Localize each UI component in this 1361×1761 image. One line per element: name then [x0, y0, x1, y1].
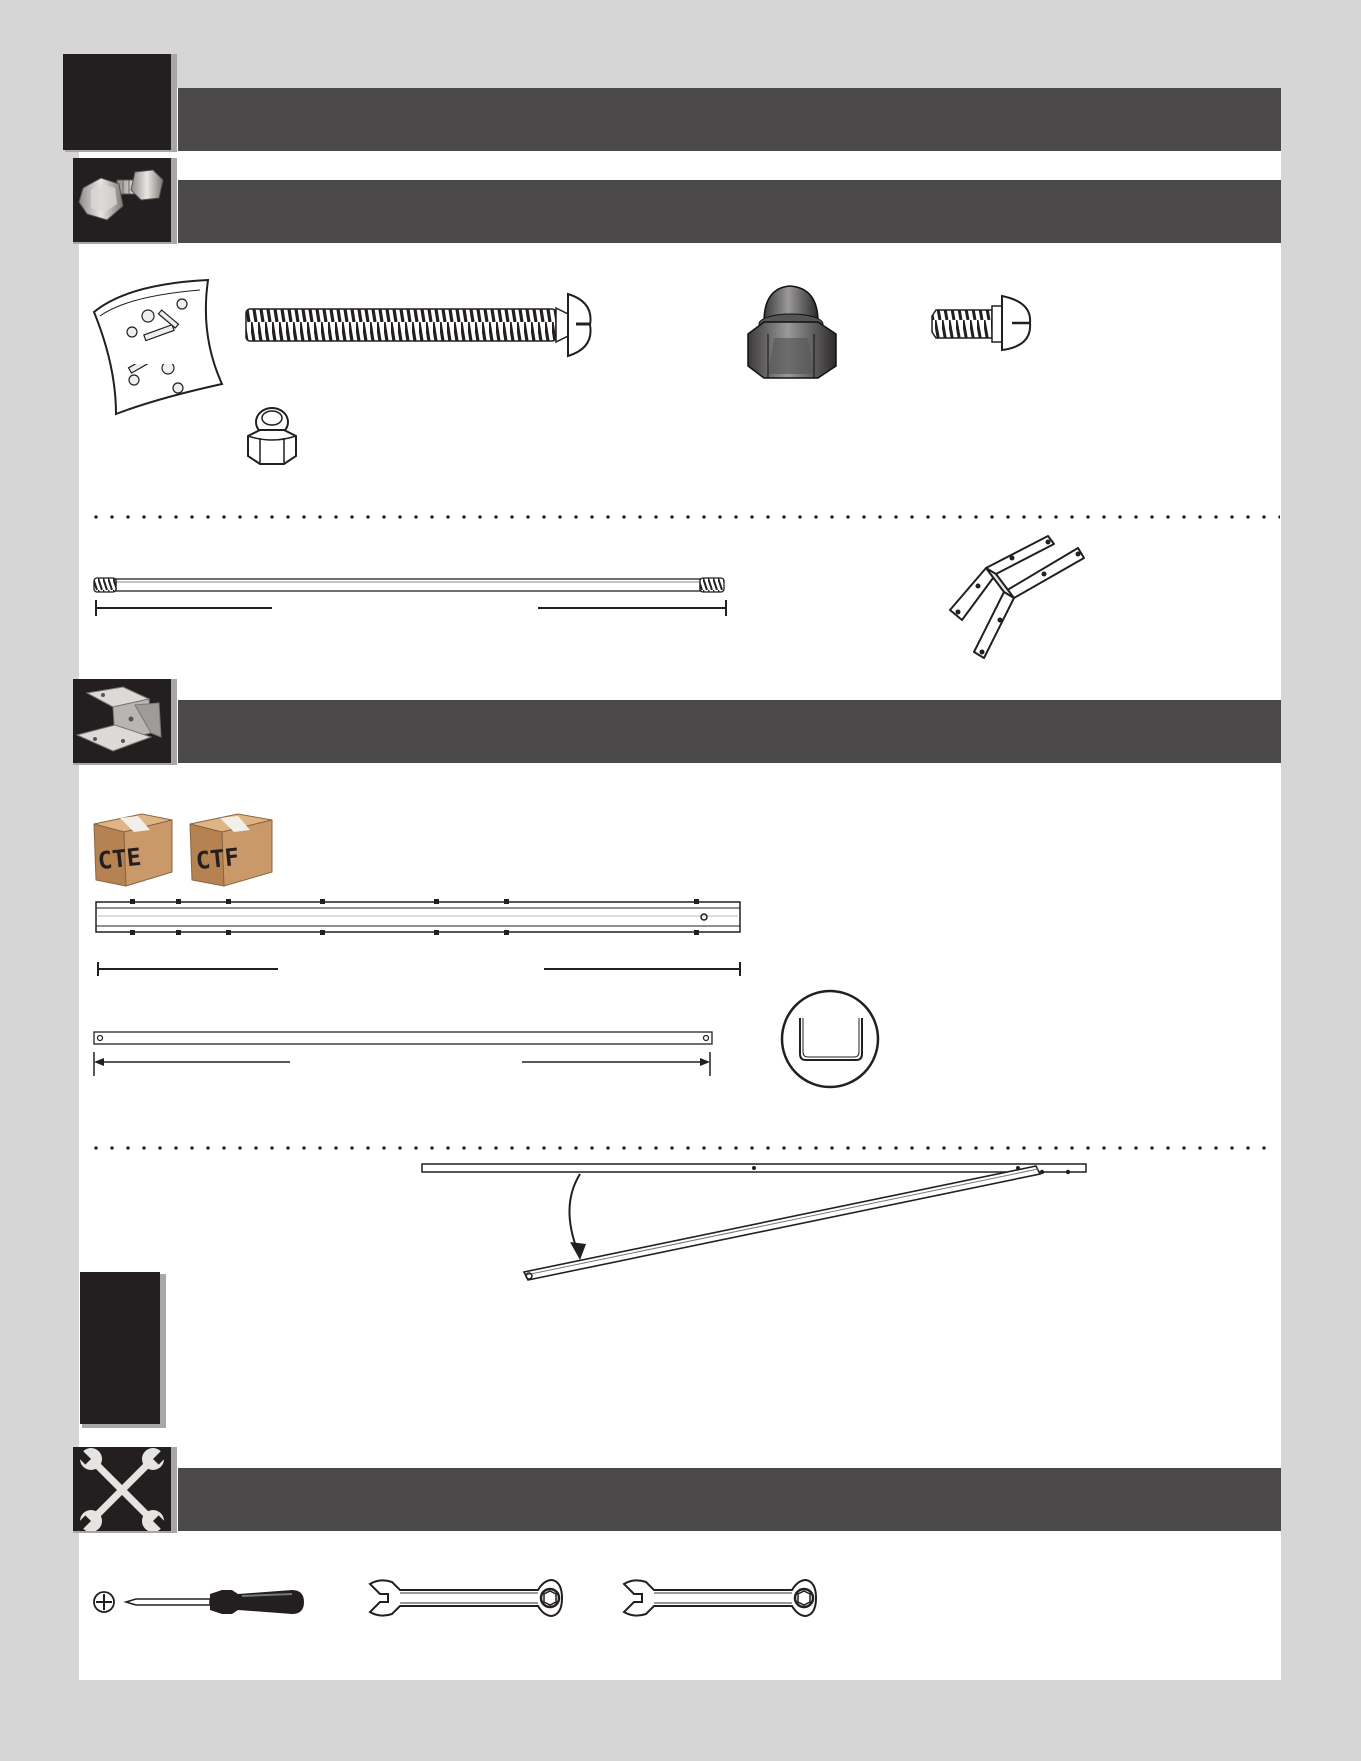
carton-label: CTF: [194, 842, 241, 876]
step-number-block: [63, 54, 171, 150]
components-title-bar: [178, 700, 1281, 763]
bracket-icon: [73, 679, 171, 763]
dotted-divider: [88, 515, 1280, 519]
hardware-title-bar: [178, 180, 1281, 243]
carton-ctf: [186, 810, 276, 890]
step-title-bar: [178, 88, 1281, 151]
angled-bracket-pair: [944, 528, 1090, 664]
flat-bar: [90, 1028, 720, 1080]
step-number-block: [80, 1272, 160, 1424]
large-acorn-nut: [744, 282, 840, 382]
crossed-wrenches-icon: [73, 1447, 171, 1531]
long-machine-screw: [244, 290, 594, 360]
combination-wrench-icon: [620, 1576, 818, 1620]
short-pan-head-screw: [928, 292, 1048, 354]
threaded-rod: [88, 566, 738, 622]
folding-brace: [418, 1160, 1094, 1290]
nut-and-bolt-icon: [73, 158, 171, 242]
small-acorn-nut: [240, 404, 304, 470]
dotted-divider: [88, 1146, 1268, 1150]
combination-wrench-icon: [366, 1576, 564, 1620]
carton-label: CTE: [96, 842, 143, 876]
carton-cte: [90, 810, 176, 890]
channel-rail: [92, 896, 744, 980]
phillips-screwdriver-icon: [92, 1582, 306, 1622]
u-channel-detail: [778, 986, 882, 1092]
hardware-bag: [88, 276, 228, 416]
tools-title-bar: [178, 1468, 1281, 1531]
